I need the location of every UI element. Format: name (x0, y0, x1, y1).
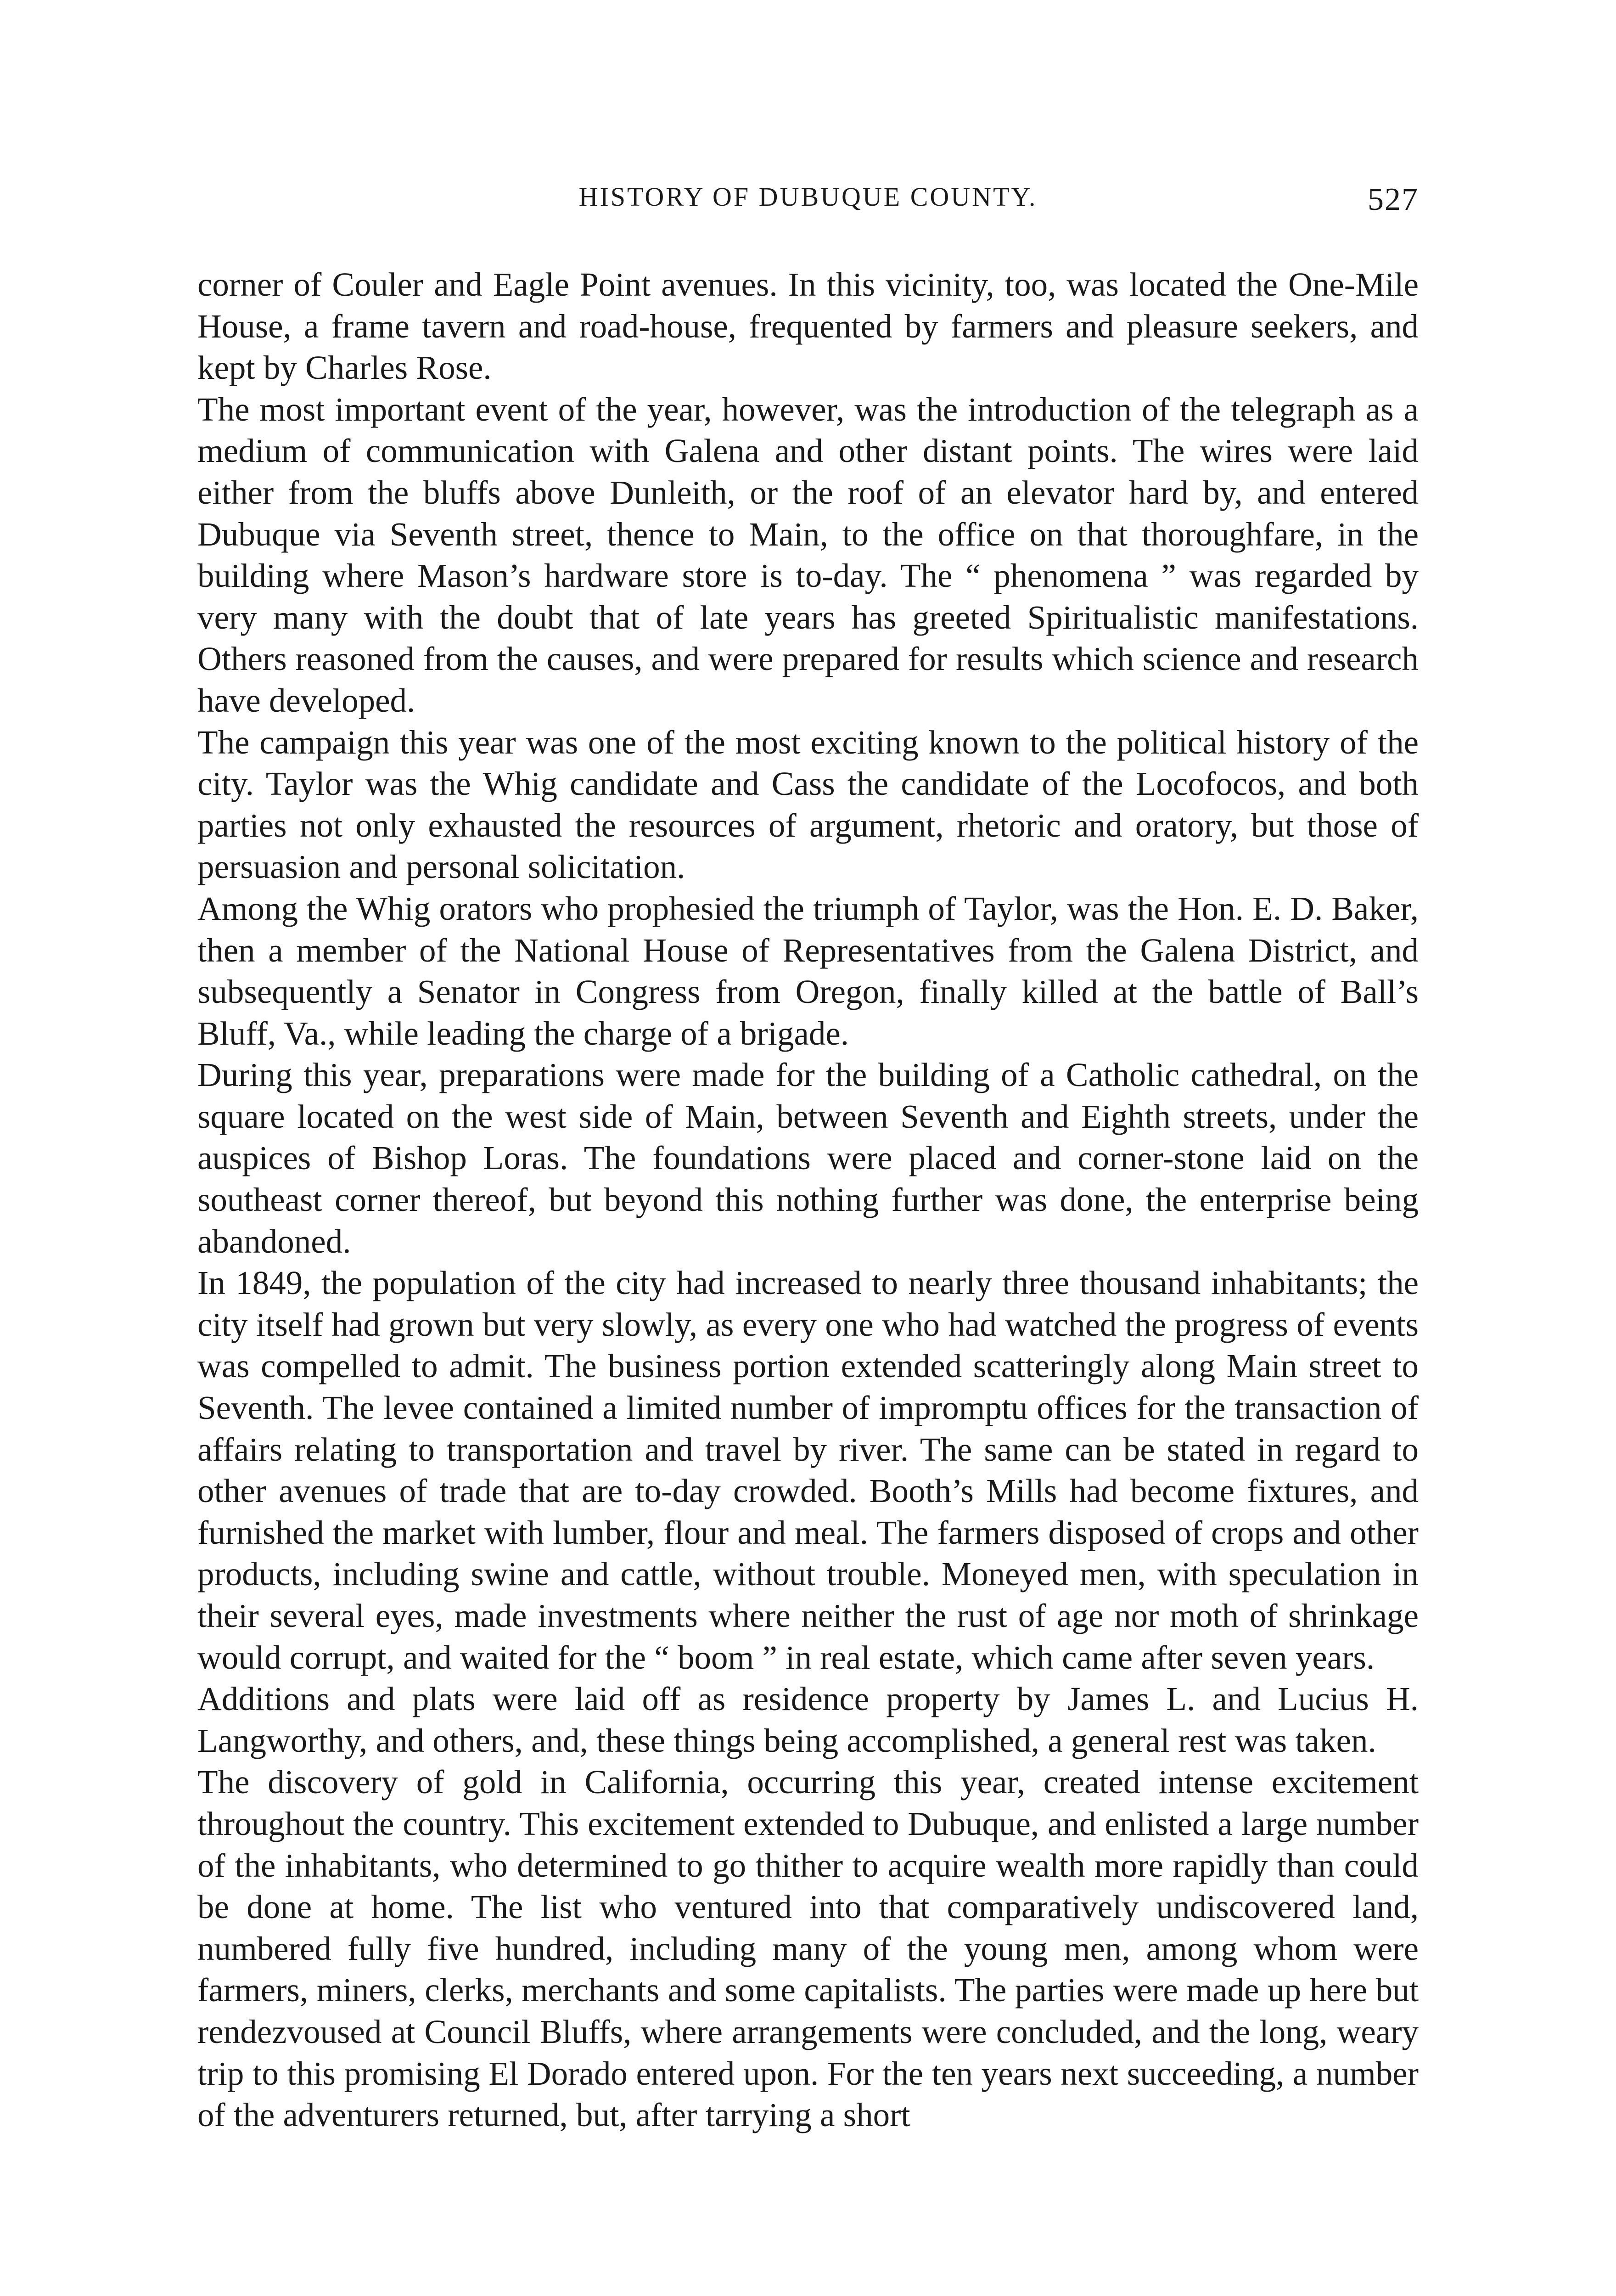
paragraph-7: Additions and plats were laid off as residence property by James L. and Lucius H. Langworthy, and others, and, these things being accomplished, a general rest was taken. (197, 1680, 1419, 1759)
paragraph-4: Among the Whig orators who prophesied the triumph of Taylor, was the Hon. E. D. Baker, then a member of the National House of Representatives from the Galena District, and subsequently a Senator in Congress from Oregon, finally killed at the battle of Ball’s Bluff, Va., while leading the charge of a brigade. (197, 889, 1419, 1052)
page-number: 527 (1368, 182, 1419, 217)
running-head (197, 181, 1419, 232)
paragraph-2: The most important event of the year, however, was the introduction of the telegraph as a medium of communication with Galena and other distant points. The wires were laid either from the bluffs above Dunleith, or the roof of an elevator hard by, and entered Dubuque via Seventh street, thence to Main, to the office on that thoroughfare, in the building where Mason’s hardware store is to-day. The “ phenomena ” was regarded by very many with the doubt that of late years has greeted Spiritualistic manifestations. Others reasoned from the causes, and were prepared for results which science and research have developed. (197, 390, 1419, 719)
paragraph-6: In 1849, the population of the city had increased to nearly three thousand inhabitants; the city itself had grown but very slowly, as every one who had watched the progress of events was compelled to admit. The business portion extended scatteringly along Main street to Seventh. The levee contained a limited number of impromptu offices for the transaction of affairs relating to transportation and travel by river. The same can be stated in regard to other avenues of trade that are to-day crowded. Booth’s Mills had become fixtures, and furnished the market with lumber, flour and meal. The farmers disposed of crops and other products, including swine and cattle, without trouble. Moneyed men, with speculation in their several eyes, made investments where neither the rust of age nor moth of shrinkage would corrupt, and waited for the “ boom ” in real estate, which came after seven years. (197, 1264, 1419, 1676)
paragraph-5: During this year, preparations were made for the building of a Catholic cathedral, on the square located on the west side of Main, between Seventh and Eighth streets, under the auspices of Bishop Loras. The foundations were placed and corner-stone laid on the southeast corner thereof, but beyond this nothing further was done, the enterprise being abandoned. (197, 1056, 1419, 1260)
paragraph-8: The discovery of gold in California, occurring this year, created intense excitement throughout the country. This excitement extended to Dubuque, and enlisted a large number of the inhabitants, who determined to go thither to acquire wealth more rapidly than could be done at home. The list who ventured into that comparatively undiscovered land, numbered fully five hundred, including many of the young men, among whom were farmers, miners, clerks, merchants and some capitalists. The parties were made up here but rendezvoused at Council Bluffs, where arrangements were concluded, and the long, weary trip to this promising El Dorado entered upon. For the ten years next succeeding, a number of the adventurers returned, but, after tarrying a short (197, 1763, 1419, 2134)
paragraph-1: corner of Couler and Eagle Point avenues. In this vicinity, too, was located the One-Mile House, a frame tavern and road-house, frequented by farmers and pleasure seekers, and kept by Charles Rose. (197, 266, 1419, 387)
paragraph-3: The campaign this year was one of the most exciting known to the political history of the city. Taylor was the Whig candidate and Cass the candidate of the Locofocos, and both parties not only exhausted the resources of argument, rhetoric and oratory, but those of persuasion and personal solicitation. (197, 723, 1419, 886)
body-text (197, 264, 1419, 2136)
running-title: HISTORY OF DUBUQUE COUNTY. (578, 182, 1038, 212)
book-page (197, 181, 1419, 2136)
